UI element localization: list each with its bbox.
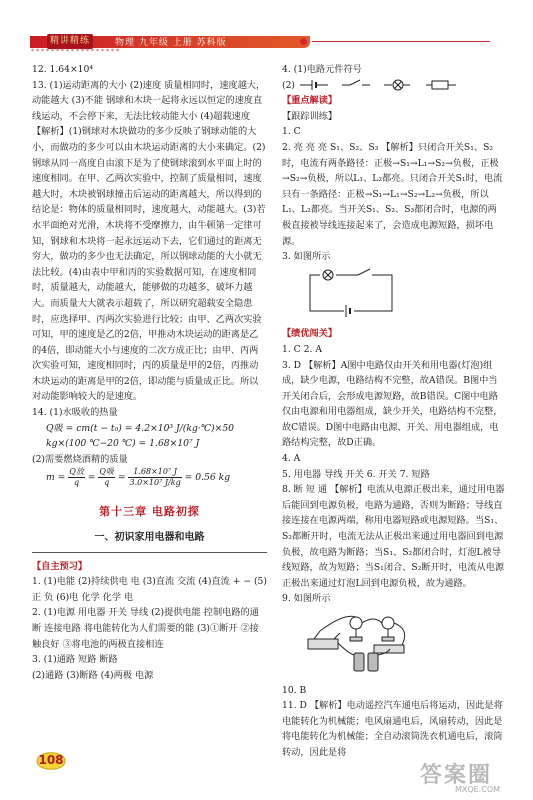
chapter-title: 第十三章 电路初探 <box>99 505 200 519</box>
watermark-url: MXQE.COM <box>455 785 501 794</box>
preview-1: 1. (1)电能 (2)持续供电 电 (3)直流 交流 (4)直流 + − (5)正 负 (6)电 化学 化学 电 <box>32 576 267 603</box>
excel-1-2: 1. C 2. A <box>282 343 322 355</box>
subhead-track: 【跟踪训练】 <box>282 110 338 122</box>
answer-q12: 12. 1.64×10⁴ <box>32 64 94 75</box>
excel-5-7: 5. 用电器 导线 开关 6. 开关 7. 短路 <box>282 468 430 480</box>
preview-3b: (2)通路 (3)断路 (4)两极 电源 <box>32 669 154 681</box>
right-column <box>282 62 505 761</box>
watermark: 答案圈 <box>420 763 493 788</box>
formula-q14-mass: m = $\frac{\text{Q放}}{q}$ = $\frac{\text{Q吸}}{q}$ = $\frac{\text{1.68×10⁷ J}}{\text{3.0×10⁷ J/kg}}$ = 0.56 kg <box>46 467 231 488</box>
excel-4: 4. A <box>282 453 301 465</box>
answer-q13: 13. (1)运动距离的大小 (2)速度 质量相同时，速度越大，动能越大 (3)不能 钢球和木块一起将永远以恒定的速度直线运动，不会停下来，无法比较动能大小 (4)超载速度 <box>32 79 266 122</box>
header-rule <box>312 41 490 42</box>
subhead-preview: 【自主预习】 <box>32 560 88 572</box>
preview-3: 3. (1)通路 短路 断路 <box>32 654 118 666</box>
answer-q4-2 <box>282 78 505 94</box>
preview-2: 2. (1)电源 用电器 开关 导线 (2)提供电能 控制电路的通断 连接电路 将电能转化为人们需要的能 (3)①断开 ②接触良好 ③将电池的两极直接相连 <box>32 607 259 650</box>
header-tag: 精讲精练 <box>47 34 93 49</box>
subhead-excel: 【绩优闯关】 <box>282 328 338 340</box>
track-2: 2. 亮 亮 亮 S₁、S₂、S₃ 【解析】只闭合开关S₁、S₂时，电流有两条路径：正极→S₁→L₁→S₂→负极，正极→S₂→负极，所以L₁、L₂都亮。只闭合开关S₁时，电流只有一条路径：正极→S₁→L₁→S₂→L₂→负极，所以L₁、L₂都亮。当开关S₁、S₂、S₃都闭合时，电源的两极直接被导线连接起来了，会造成电源短路，损坏电源。 <box>282 141 503 247</box>
circuit-lamp-switch-icon <box>304 267 404 317</box>
formula-lhs: m = <box>46 472 66 484</box>
answer-q14b: (2)需要燃烧酒精的质量 <box>32 453 128 465</box>
answer-q4: 4. (1)电路元件符号 <box>282 64 362 75</box>
fraction-1: $\frac{\text{Q放}}{q}$ <box>69 467 84 488</box>
circuit-battery-lamps-icon <box>304 609 424 673</box>
formula-result: = 0.56 kg <box>184 472 231 484</box>
header-dot-pattern <box>30 48 120 52</box>
excel-8: 8. 断 短 通 【解析】电流从电源正极出来，通过用电器后能回到电源负极，电路为通路，否则为断路；导线直接连接在电源两端，称用电器短路或电源短路。当S₁、S₂都断开时，电流无法从正极出来通过用电器回到电源负极，故电路为断路；当S₁、S₂都闭合时，灯泡L被导线短路，故为短路；当S₁闭合、S₂断开时，电流从电源正极出来通过灯泡L回到电源负极，故为通路。 <box>282 484 505 589</box>
formula-q14-heat: Q吸 = cm(t − t₀) = 4.2×10³ J/(kg·℃)×50 kg×(100 ℃−20 ℃) = 1.68×10⁷ J <box>46 422 235 450</box>
circuit-symbols-icon <box>298 78 468 92</box>
fraction-3: $\frac{\text{1.68×10⁷ J}}{\text{3.0×10⁷ J/kg}}$ <box>129 467 181 488</box>
section-divider <box>32 552 267 553</box>
circuit-diagram-3 <box>304 267 505 323</box>
excel-11: 11. D 【解析】电动遥控汽车通电后将运动，因此是将电能转化为机械能；电风扇通电后，风扇转动，因此是将电能转化为机械能；全自动滚筒洗衣机通电后，滚筒转动，因此是将 <box>282 700 503 758</box>
answer-q14a: 14. (1)水吸收的热量 <box>32 407 118 419</box>
header-dot-icon <box>300 38 307 45</box>
excel-9: 9. 如图所示 <box>282 593 331 605</box>
page-number: 108 <box>38 753 64 767</box>
excel-10: 10. B <box>282 684 307 696</box>
section-title: 一、初识家用电器和电路 <box>94 532 205 544</box>
left-column <box>32 62 267 683</box>
page-number-badge <box>34 748 68 774</box>
track-1: 1. C <box>282 126 301 138</box>
header-title: 物理 九年级 上册 苏科版 <box>115 38 227 48</box>
fraction-2: $\frac{\text{Q吸}}{q}$ <box>99 467 114 488</box>
q4-2-label: (2) <box>282 79 296 91</box>
track-3: 3. 如图所示 <box>282 251 331 263</box>
excel-3: 3. D 【解析】A图中电路仅由开关和用电器(灯泡)组成，缺少电源，电路结构不完整，故A错误。B图中当开关闭合后，会形成电源短路，故B错误。C图中电路仅由电源和用电器组成，缺少开关，电路结构不完整，故C错误。D图中电路由电源、开关、用电器组成，电路结构完整，故D正确。 <box>282 359 503 449</box>
circuit-diagram-9 <box>304 609 505 679</box>
subhead-focus: 【重点解读】 <box>282 95 338 107</box>
analysis-q13: 【解析】(1)钢球对木块做功的多少反映了钢球动能的大小，而做功的多少可以由木块运动距离的大小来确定。(2)钢球从同一高度自由滚下是为了使钢球滚到水平面上时的速度相同。在甲、乙两次实验中，控制了质量相同，速度越大时，木块被钢球撞击后运动的距离越大，所以得到的结论是：物体的质量相同时，速度越大，动能越大。(3)若水平面绝对光滑，木块将不受摩擦力，由牛顿第一定律可知，钢球和木块将一起永远运动下去，它们通过的距离无穷大，做功的多少也无法确定，所以钢球动能的大小就无法比较。(4)由表中甲和丙的实验数据可知，在速度相同时，质量越大，动能越大，能够做的功越多，破坏力越大。而质量大大就表示超载了，所以研究超载安全隐患时，应选择甲、丙两次实验进行比较；由甲、乙两次实验可知，甲的速度是乙的2倍，甲推动木块运动的距离是乙的4倍，即动能大小与速度的二次方成正比；由甲、丙两次实验可知，速度相同时，丙的质量是甲的2倍，丙推动木块运动的距离是甲的2倍，即动能与质量成正比。所以对动能影响较大的是速度。 <box>32 126 266 403</box>
